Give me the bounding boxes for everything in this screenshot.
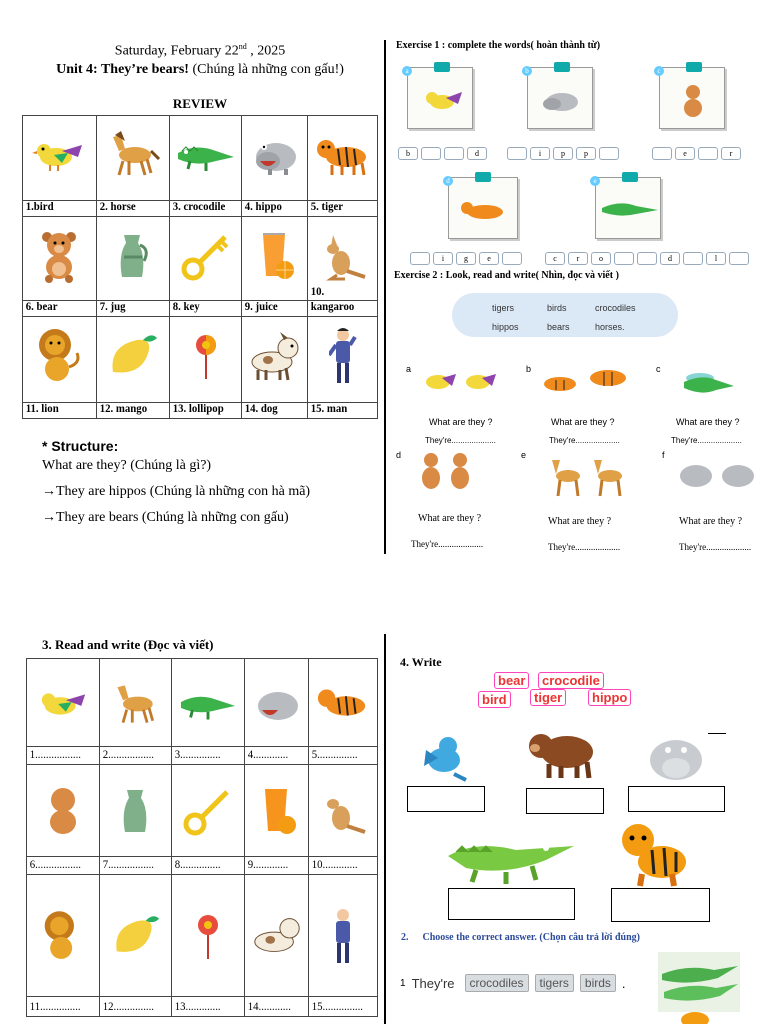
question-b: What are they ? xyxy=(551,417,615,427)
question-e: What are they ? xyxy=(548,516,612,527)
review-heading: REVIEW xyxy=(172,96,228,111)
write-blank[interactable]: 13............. xyxy=(175,999,222,1013)
tigers-image xyxy=(540,362,632,398)
column-divider xyxy=(384,40,386,554)
letter-box: c xyxy=(545,252,565,265)
word-crocodile: crocodile xyxy=(538,672,604,689)
vocab-label: 5. tiger xyxy=(310,199,344,213)
answer-line-c[interactable]: They're.................... xyxy=(671,436,742,445)
crocodile-image xyxy=(170,116,241,194)
word-bank-item: crocodiles xyxy=(595,303,636,313)
write-blank[interactable]: 5............... xyxy=(311,747,358,761)
dog-image xyxy=(245,875,308,997)
clip-icon xyxy=(622,172,638,182)
item-letter-e: e xyxy=(521,450,527,460)
badge-d: d xyxy=(443,176,453,186)
lollipop-image xyxy=(172,875,244,997)
option-tigers[interactable]: tigers xyxy=(535,974,574,992)
question-a: What are they ? xyxy=(429,417,493,427)
badge-e: e xyxy=(590,176,600,186)
write-blank[interactable]: 6................. xyxy=(29,857,81,871)
cartoon-tiger-image xyxy=(612,818,692,888)
write-blank[interactable]: 14............ xyxy=(247,999,292,1013)
note-card-b xyxy=(527,67,593,129)
write-blank[interactable]: 10............. xyxy=(311,857,358,871)
vocab-label: 7. jug xyxy=(99,299,126,313)
vocab-label: 15. man xyxy=(310,401,348,415)
write-blank[interactable]: 1................. xyxy=(29,747,81,761)
vocab-label: 10. kangaroo xyxy=(310,284,355,313)
lion-image xyxy=(23,317,96,395)
vocab-label: 2. horse xyxy=(99,199,136,213)
word-bank xyxy=(452,293,678,337)
vocab-table xyxy=(22,115,378,419)
exercise5-title xyxy=(401,932,640,943)
birds-image xyxy=(420,364,502,398)
question-c: What are they ? xyxy=(676,417,740,427)
read-write-table xyxy=(26,658,378,1017)
letter-box: i xyxy=(433,252,453,265)
item-letter-a: a xyxy=(406,364,412,374)
unit-translation: (Chúng là những con gấu!) xyxy=(188,62,344,77)
structure-answer-1-text: They are hippos (Chúng là những con hà mã) xyxy=(56,484,311,499)
clip-icon xyxy=(686,62,702,72)
letter-box[interactable] xyxy=(652,147,672,160)
letter-box: l xyxy=(706,252,726,265)
vocab-label: 11. lion xyxy=(25,401,59,415)
word-boxes-e xyxy=(545,249,752,267)
table-divider xyxy=(26,746,378,747)
write-blank[interactable]: 7................. xyxy=(102,857,154,871)
badge-a: a xyxy=(402,66,412,76)
letter-box: i xyxy=(530,147,550,160)
letter-box[interactable] xyxy=(729,252,749,265)
short-line xyxy=(708,733,726,734)
green-crocodile-image xyxy=(446,828,576,886)
mango-image xyxy=(97,317,170,395)
unit-title xyxy=(20,62,380,78)
letter-box: r xyxy=(568,252,588,265)
note-card-a xyxy=(407,67,473,129)
option-crocodiles[interactable]: crocodiles xyxy=(465,974,529,992)
answer-box-bear[interactable] xyxy=(526,788,604,814)
clip-icon xyxy=(434,62,450,72)
date-year: , 2025 xyxy=(246,43,286,59)
word-boxes-a xyxy=(398,144,490,162)
letter-box: b xyxy=(398,147,418,160)
note-card-e xyxy=(595,177,661,239)
question-d: What are they ? xyxy=(418,513,482,524)
jug-image xyxy=(100,765,172,857)
option-birds[interactable]: birds xyxy=(580,974,616,992)
write-blank[interactable]: 2................. xyxy=(102,747,154,761)
exercise2-title: Exercise 2 : Look, read and write( Nhìn, đọc và viết ) xyxy=(394,270,619,281)
word-hippo: hippo xyxy=(588,689,631,706)
next-image-fragment xyxy=(680,1010,710,1024)
vocab-label: 1.bird xyxy=(25,199,54,213)
letter-box[interactable] xyxy=(507,147,527,160)
clip-icon xyxy=(475,172,491,182)
column-divider xyxy=(384,634,386,1024)
letter-box: o xyxy=(591,252,611,265)
table-divider xyxy=(26,856,378,857)
write-blank[interactable]: 12............... xyxy=(102,999,154,1013)
lion-image xyxy=(27,875,99,997)
exercise1-title: Exercise 1 : complete the words( hoàn thành từ) xyxy=(396,40,601,51)
answer-box-tiger[interactable] xyxy=(611,888,710,922)
letter-box: d xyxy=(467,147,487,160)
write-blank[interactable]: 8............... xyxy=(175,857,222,871)
vocab-label: 6. bear xyxy=(25,299,58,313)
unit-title-text: Unit 4: They’re bears! xyxy=(56,62,189,77)
choice-number: 1 xyxy=(400,977,406,989)
arrow-icon: → xyxy=(42,484,56,499)
lollipop-image xyxy=(170,317,241,395)
item-letter-b: b xyxy=(526,364,532,374)
answer-line-f[interactable]: They're.................... xyxy=(679,542,752,552)
man-image xyxy=(309,875,377,997)
table-divider xyxy=(22,402,378,403)
vocab-label: 14. dog xyxy=(244,401,278,415)
juice-image xyxy=(245,765,308,857)
word-bank-item: horses. xyxy=(595,322,625,332)
juice-image xyxy=(242,217,307,295)
item-letter-f: f xyxy=(662,450,665,460)
question-f: What are they ? xyxy=(679,516,743,527)
word-bear: bear xyxy=(494,672,529,689)
answer-box-bird[interactable] xyxy=(407,786,485,812)
answer-line-d[interactable]: They're.................... xyxy=(411,539,484,549)
letter-box[interactable] xyxy=(502,252,522,265)
answer-line-a[interactable]: They're.................... xyxy=(425,436,496,445)
tiger-image xyxy=(308,116,377,194)
letter-box: e xyxy=(675,147,695,160)
blue-bird-image xyxy=(418,730,472,784)
write-blank[interactable]: 3............... xyxy=(175,747,222,761)
choice-end: . xyxy=(621,975,626,991)
letter-box[interactable] xyxy=(698,147,718,160)
bird-image xyxy=(27,659,99,749)
exercise5-title-text: Choose the correct answer. (Chọn câu trả lời đúng) xyxy=(422,932,640,943)
letter-box[interactable] xyxy=(637,252,657,265)
write-blank[interactable]: 11............... xyxy=(29,999,81,1013)
letter-box[interactable] xyxy=(421,147,441,160)
write-blank[interactable]: 15............... xyxy=(311,999,364,1013)
word-boxes-c xyxy=(652,144,744,162)
hippo-image xyxy=(245,659,308,749)
bear-image xyxy=(23,217,96,295)
answer-line-e[interactable]: They're.................... xyxy=(548,542,621,552)
mango-image xyxy=(100,875,172,997)
item-letter-d: d xyxy=(396,450,402,460)
letter-box: d xyxy=(660,252,680,265)
jug-image xyxy=(97,217,170,295)
man-image xyxy=(308,317,377,395)
grey-hippo-image xyxy=(646,730,706,784)
bird-image xyxy=(23,116,96,194)
exercise3-title: 3. Read and write (Đọc và viết) xyxy=(42,637,214,652)
answer-box-hippo[interactable] xyxy=(628,786,725,812)
word-bank-item: bears xyxy=(547,322,570,332)
vocab-label: 3. crocodile xyxy=(173,199,226,213)
choice-prefix: They're xyxy=(411,975,455,991)
exercise5-num: 2. xyxy=(401,932,409,943)
vocab-label: 9. juice xyxy=(244,299,278,313)
crocodile-image xyxy=(172,659,244,749)
tiger-image xyxy=(309,659,377,749)
dog-image xyxy=(242,317,307,395)
crocodiles-image xyxy=(680,362,736,402)
word-tiger: tiger xyxy=(530,689,566,706)
letter-box[interactable] xyxy=(444,147,464,160)
structure-question: What are they? (Chúng là gì?) xyxy=(42,458,212,473)
badge-c: c xyxy=(654,66,664,76)
letter-box: p xyxy=(576,147,596,160)
word-bank-item: hippos xyxy=(492,322,519,332)
vocab-label: 4. hippo xyxy=(244,199,283,213)
note-card-c xyxy=(659,67,725,129)
structure-answer-2-text: They are bears (Chúng là những con gấu) xyxy=(56,510,289,525)
table-divider xyxy=(26,996,378,997)
badge-b: b xyxy=(522,66,532,76)
choice-row-1 xyxy=(400,974,626,992)
arrow-icon: → xyxy=(42,510,56,525)
key-image xyxy=(172,765,244,857)
letter-box: g xyxy=(456,252,476,265)
word-bank-item: tigers xyxy=(492,303,515,313)
word-bird: bird xyxy=(478,691,511,708)
horse-image xyxy=(100,659,172,749)
letter-box[interactable] xyxy=(683,252,703,265)
bears-image xyxy=(418,450,474,492)
date-sup: nd xyxy=(238,42,247,51)
letter-box: e xyxy=(479,252,499,265)
structure-answer-2 xyxy=(42,510,289,526)
hippo-image xyxy=(242,116,307,194)
answer-line-b[interactable]: They're.................... xyxy=(549,436,620,445)
vocab-label: 13. lollipop xyxy=(173,401,225,415)
structure-title: * Structure: xyxy=(42,438,119,454)
clip-icon xyxy=(554,62,570,72)
answer-box-crocodile[interactable] xyxy=(448,888,575,920)
letter-box[interactable] xyxy=(410,252,430,265)
word-boxes-d xyxy=(410,249,525,267)
note-card-d xyxy=(448,177,518,239)
key-image xyxy=(170,217,241,295)
structure-answer-1 xyxy=(42,484,310,500)
date-line xyxy=(20,42,380,60)
horse-image xyxy=(97,116,170,194)
letter-box: p xyxy=(553,147,573,160)
kangaroo-image xyxy=(309,765,377,857)
word-bank-item: birds xyxy=(547,303,567,313)
exercise4-title: 4. Write xyxy=(400,655,442,669)
brown-bear-image xyxy=(527,728,597,780)
letter-box: r xyxy=(721,147,741,160)
write-blank[interactable]: 9............. xyxy=(247,857,289,871)
table-divider xyxy=(22,200,378,201)
write-blank[interactable]: 4............. xyxy=(247,747,289,761)
vocab-label: 12. mango xyxy=(99,401,147,415)
date-text: Saturday, February 22 xyxy=(114,43,239,59)
horses-image xyxy=(548,456,630,500)
table-divider xyxy=(22,300,378,301)
bear-image xyxy=(27,765,99,857)
letter-box[interactable] xyxy=(614,252,634,265)
crocodiles-pile-image xyxy=(658,952,740,1012)
letter-box[interactable] xyxy=(599,147,619,160)
hippos-image xyxy=(676,458,760,492)
vocab-label: 8. key xyxy=(173,299,201,313)
word-boxes-b xyxy=(507,144,622,162)
item-letter-c: c xyxy=(656,364,661,374)
